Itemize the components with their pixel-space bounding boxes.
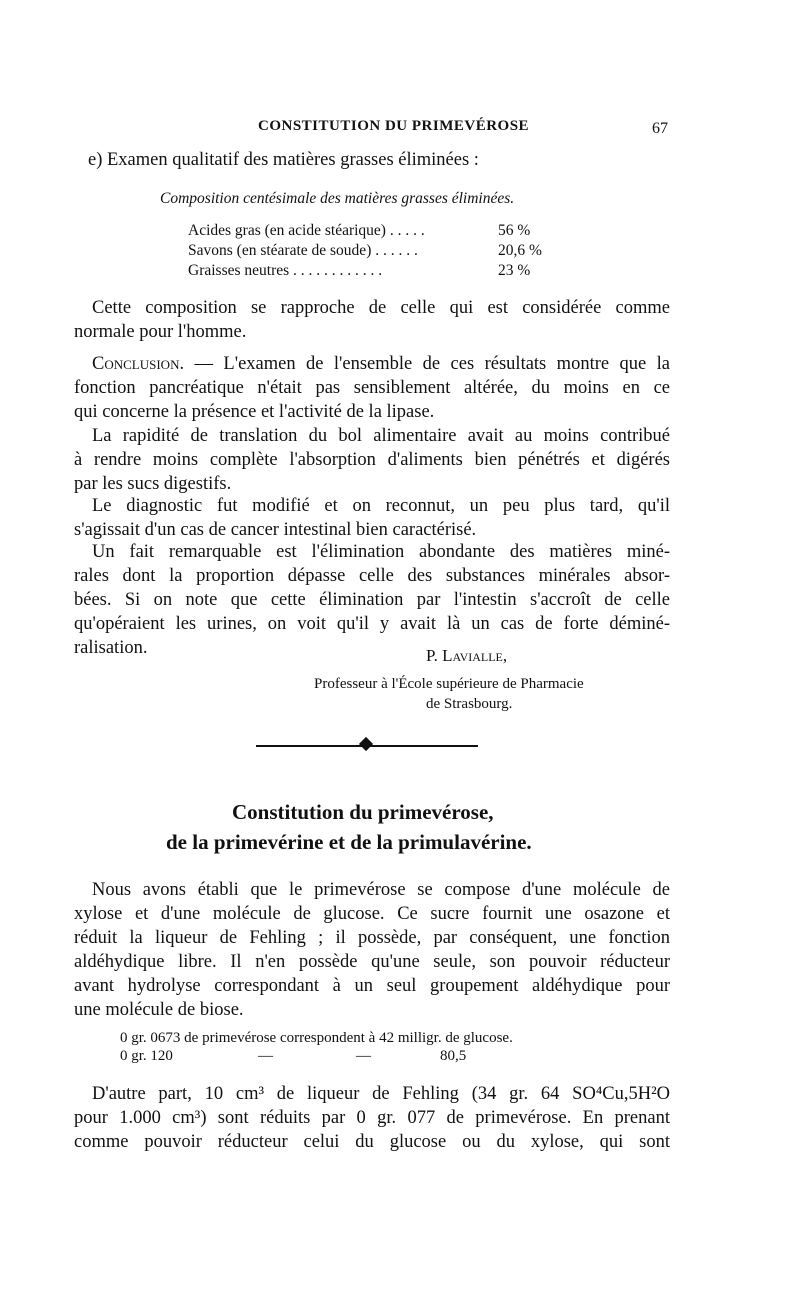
text-line: s'agissait d'un cas de cancer intestinal bien caractérisé. — [74, 520, 477, 540]
text-line: Un fait remarquable est l'élimination abondante des matières miné- — [92, 542, 670, 562]
composition-row-value: 56 % — [498, 222, 531, 239]
conclusion-label: Conclusion. — [92, 354, 185, 374]
signature-location: de Strasbourg. — [426, 696, 513, 712]
text-line: La rapidité de translation du bol alimentaire avait au moins contribué — [92, 426, 670, 446]
signature-title: Professeur à l'École supérieure de Pharmacie — [314, 676, 584, 692]
text-line: normale pour l'homme. — [74, 322, 247, 342]
text-line: Nous avons établi que le primevérose se compose d'une molécule de — [92, 880, 670, 900]
data-row — [120, 1048, 467, 1065]
running-header: CONSTITUTION DU PRIMEVÉROSE — [258, 118, 530, 134]
text-line — [74, 352, 670, 376]
text-line: D'autre part, 10 cm³ de liqueur de Fehling (34 gr. 64 SO⁴Cu,5H²O — [92, 1084, 670, 1104]
text-line: xylose et d'une molécule de glucose. Ce sucre fournit une osazone et — [74, 904, 670, 924]
text-line: par les sucs digestifs. — [74, 474, 232, 494]
text-line: pour 1.000 cm³) sont réduits par 0 gr. 077 de primevérose. En prenant — [74, 1108, 670, 1128]
text-line: qui concerne la présence et l'activité de la lipase. — [74, 402, 435, 422]
composition-row-value: 23 % — [498, 262, 531, 279]
section-e-heading: e) Examen qualitatif des matières grasses éliminées : — [88, 150, 479, 170]
data-row: 0 gr. 0673 de primevérose correspondent à 42 milligr. de glucose. — [120, 1030, 513, 1046]
text-line: aldéhydique libre. Il n'en possède qu'une seule, son pouvoir réducteur — [74, 952, 670, 972]
signature-name: P. Lavialle, — [426, 646, 508, 665]
text-line: réduit la liqueur de Fehling ; il possède, par conséquent, une fonction — [74, 928, 670, 948]
article-paragraph-2 — [74, 1082, 670, 1154]
composition-table-title: Composition centésimale des matières grasses éliminées. — [160, 190, 515, 207]
conclusion-paragraph-1 — [74, 352, 670, 424]
divider-diamond-icon — [359, 737, 373, 751]
composition-row — [188, 262, 531, 282]
data-cell: — — [258, 1048, 273, 1064]
composition-row-value: 20,6 % — [498, 242, 542, 259]
text-line: Cette composition se rapproche de celle qui est considérée comme — [92, 298, 670, 318]
data-cell: 0 gr. 120 — [120, 1048, 173, 1064]
text-line: Le diagnostic fut modifié et on reconnut, un peu plus tard, qu'il — [92, 496, 670, 516]
text-line: bées. Si on note que cette élimination par l'intestin s'accroît de celle — [74, 590, 670, 610]
text-line: comme pouvoir réducteur celui du glucose ou du xylose, qui sont — [74, 1132, 670, 1152]
text-fragment: — L'examen de l'ensemble de ces résultats montre que la — [184, 354, 670, 374]
text-line: fonction pancréatique n'était pas sensiblement altérée, du moins en ce — [74, 378, 670, 398]
composition-row-label: Savons (en stéarate de soude) . . . . . . — [188, 242, 418, 259]
text-line: qu'opéraient les urines, on voit qu'il y avait là un cas de forte déminé- — [74, 614, 670, 634]
text-line: une molécule de biose. — [74, 1000, 244, 1020]
composition-comment — [74, 296, 670, 344]
page-number: 67 — [652, 120, 668, 137]
article-paragraph-1 — [74, 878, 670, 1022]
data-cell: — — [356, 1048, 371, 1064]
article-title-line-2: de la primevérine et de la primulavérine. — [166, 830, 532, 854]
text-line: ralisation. — [74, 638, 148, 658]
conclusion-paragraph-2 — [74, 424, 670, 496]
composition-row — [188, 222, 531, 242]
composition-row-label: Acides gras (en acide stéarique) . . . . . — [188, 222, 425, 239]
composition-row-label: Graisses neutres . . . . . . . . . . . . — [188, 262, 383, 279]
data-cell: 80,5 — [440, 1048, 467, 1064]
article-title-line-1: Constitution du primevérose, — [232, 800, 494, 824]
text-line: à rendre moins complète l'absorption d'aliments bien pénétrés et digérés — [74, 450, 670, 470]
text-line: avant hydrolyse correspondant à un seul groupement aldéhydique pour — [74, 976, 670, 996]
conclusion-paragraph-3 — [74, 494, 670, 542]
composition-row — [188, 242, 542, 262]
text-line: rales dont la proportion dépasse celle des substances minérales absor- — [74, 566, 670, 586]
conclusion-paragraph-4 — [74, 540, 670, 660]
